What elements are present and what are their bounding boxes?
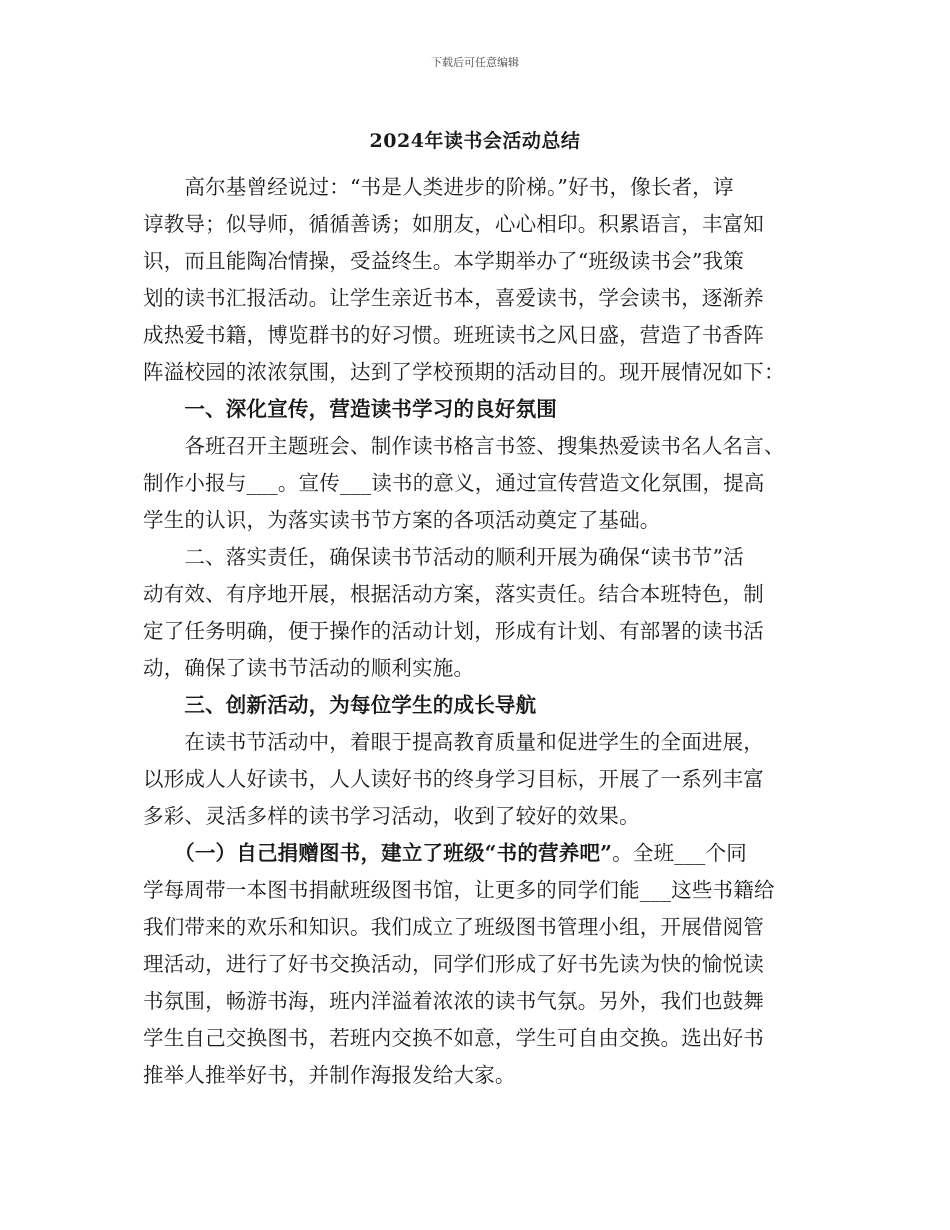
- paragraph-line: 理活动，进行了好书交换活动，同学们形成了好书先读为快的愉悦读: [143, 952, 764, 976]
- paragraph-line: 动，确保了读书节活动的顺利实施。: [143, 656, 475, 680]
- paragraph-line: 二、落实责任，确保读书节活动的顺利开展为确保“读书节”活: [143, 545, 744, 569]
- paragraph-line: 书氛围，畅游书海，班内洋溢着浓浓的读书气氛。另外，我们也鼓舞: [143, 989, 764, 1013]
- paragraph-line: 在读书节活动中，着眼于提高教育质量和促进学生的全面进展，: [143, 730, 764, 754]
- subsection-continuation: 。全班___个同: [612, 841, 747, 865]
- paragraph-line: 划的读书汇报活动。让学生亲近书本，喜爱读书，学会读书，逐渐养: [143, 286, 764, 310]
- paragraph-line: 阵溢校园的浓浓氛围，达到了学校预期的活动目的。现开展情况如下：: [143, 360, 785, 384]
- paragraph-line: 识，而且能陶冶情操，受益终生。本学期举办了“班级读书会”我策: [143, 249, 744, 273]
- paragraph-line: 动有效、有序地开展，根据活动方案，落实责任。结合本班特色，制: [143, 582, 764, 606]
- paragraph-line: 学生的认识，为落实读书节方案的各项活动奠定了基础。: [143, 508, 661, 532]
- paragraph-line: 成热爱书籍，博览群书的好习惯。班班读书之风日盛，营造了书香阵: [143, 323, 764, 347]
- paragraph-line: 谆教导；似导师，循循善诱；如朋友，心心相印。积累语言，丰富知: [143, 212, 764, 236]
- header-note: 下载后可任意编辑: [431, 56, 519, 69]
- paragraph-line: 制作小报与___。宣传___读书的意义，通过宣传营造文化氛围，提高: [143, 471, 765, 495]
- paragraph-line: 我们带来的欢乐和知识。我们成立了班级图书管理小组，开展借阅管: [143, 915, 764, 939]
- paragraph-line: 多彩、灵活多样的读书学习活动，收到了较好的效果。: [143, 804, 640, 828]
- section-heading: 一、深化宣传，营造读书学习的良好氛围: [143, 397, 557, 421]
- paragraph-line: 学每周带一本图书捐献班级图书馆，让更多的同学们能___这些书籍给: [143, 878, 775, 902]
- paragraph-line: 以形成人人好读书，人人读好书的终身学习目标，开展了一系列丰富: [143, 767, 764, 791]
- paragraph-line: 推举人推举好书，并制作海报发给大家。: [143, 1063, 516, 1087]
- subsection-heading: （一）自己捐赠图书，建立了班级“书的营养吧”: [143, 841, 613, 865]
- paragraph-line: 定了任务明确，便于操作的活动计划，形成有计划、有部署的读书活: [143, 619, 764, 643]
- paragraph-line: 高尔基曾经说过：“书是人类进步的阶梯。”好书，像长者，谆: [143, 175, 734, 199]
- subsection-line: [143, 839, 823, 867]
- paragraph-line: 各班召开主题班会、制作读书格言书签、搜集热爱读书名人名言、: [143, 434, 785, 458]
- paragraph-line: 学生自己交换图书，若班内交换不如意，学生可自由交换。选出好书: [143, 1026, 764, 1050]
- document-title: 2024年读书会活动总结: [369, 130, 581, 152]
- section-heading: 三、创新活动，为每位学生的成长导航: [143, 693, 537, 717]
